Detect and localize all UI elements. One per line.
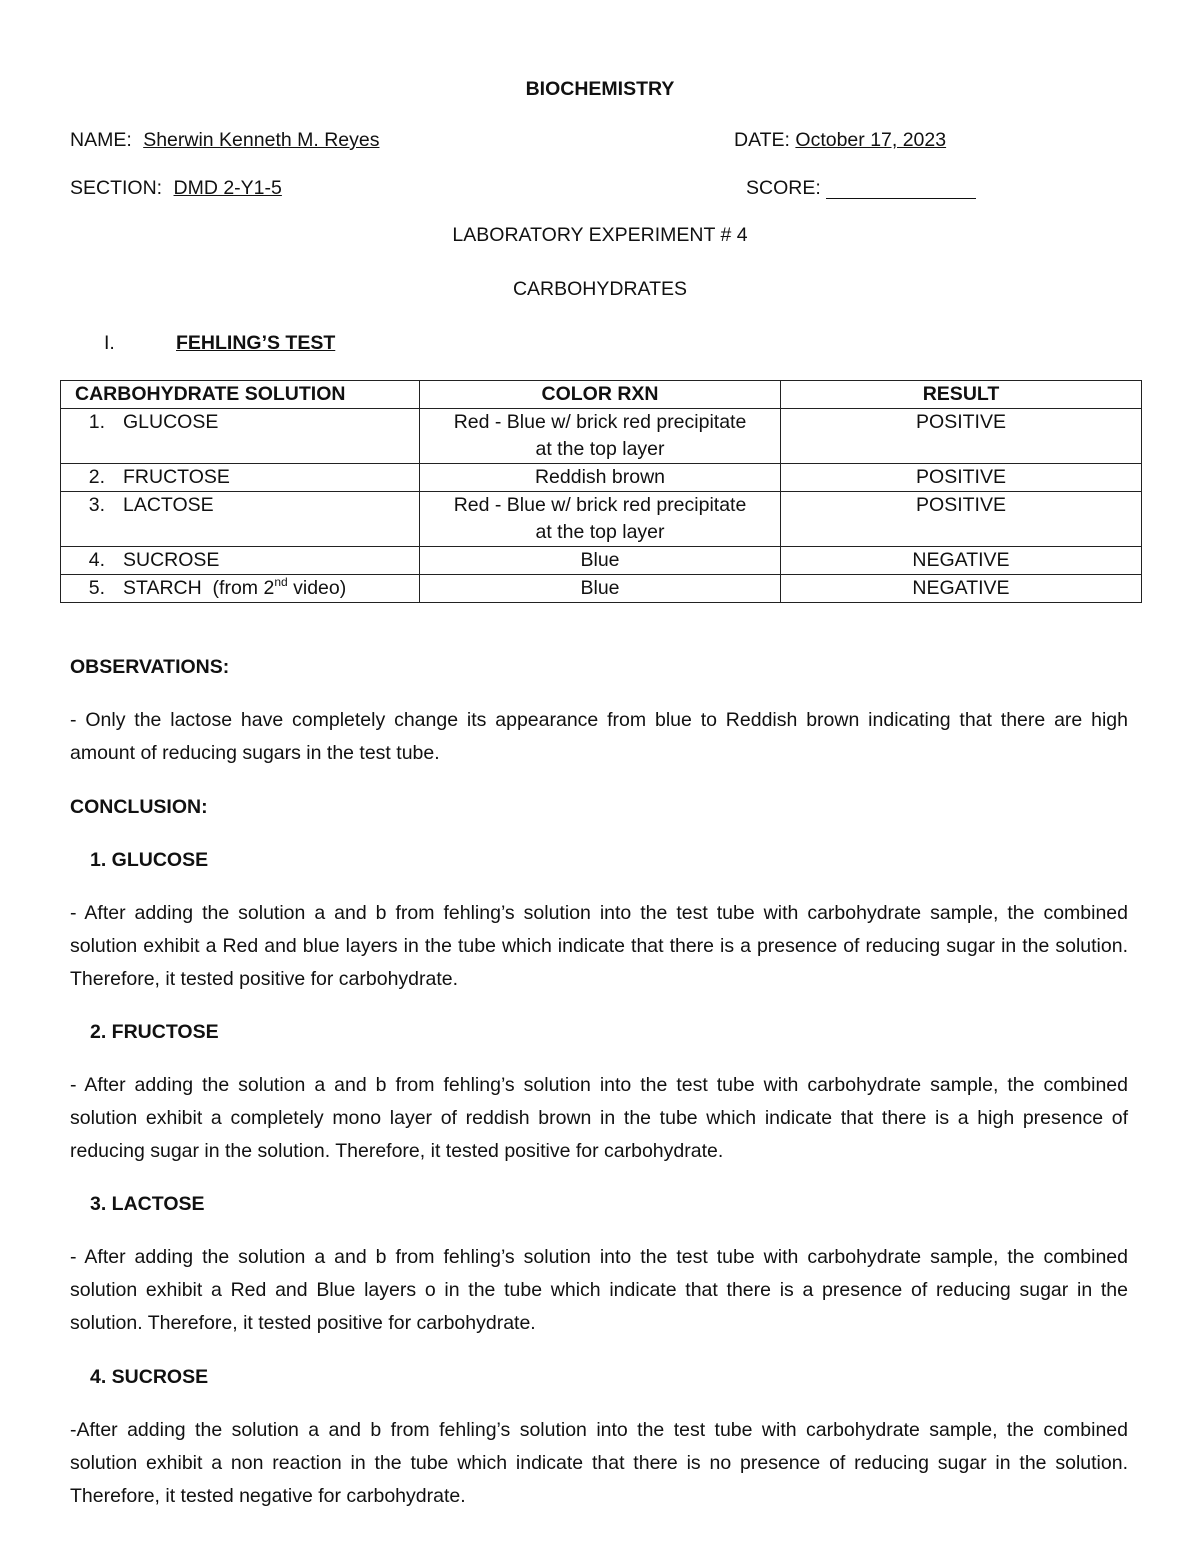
observations-heading: OBSERVATIONS:: [70, 656, 230, 678]
result-cell: NEGATIVE: [781, 547, 1142, 575]
result-cell: NEGATIVE: [781, 575, 1142, 603]
solution-cell: 4. SUCROSE: [61, 547, 420, 575]
name-value: Sherwin Kenneth M. Reyes: [143, 129, 380, 151]
section-numeral: I.: [104, 332, 115, 354]
solution-cell: 3. LACTOSE: [61, 492, 420, 547]
score-label: SCORE:: [746, 177, 821, 199]
color-cell: Red - Blue w/ brick red precipitate at the top layer: [420, 409, 781, 464]
column-header: RESULT: [781, 381, 1142, 409]
solution-cell: 1. GLUCOSE: [61, 409, 420, 464]
experiment-title: LABORATORY EXPERIMENT # 4: [452, 224, 748, 246]
section-title: FEHLING’S TEST: [176, 332, 336, 354]
name-line: [70, 129, 379, 152]
conclusion-heading: CONCLUSION:: [70, 796, 208, 818]
conclusion-item-text: - After adding the solution a and b from fehling’s solution into the test tube with carbohydrate sample, the combined solution exhibit a Red and blue layers in the tube which indicate that there is a presence of reducing sugar in the solution. Therefore, it tested positive for carbohydrate.: [70, 902, 1128, 990]
section-label: SECTION:: [70, 177, 163, 199]
result-cell: POSITIVE: [781, 464, 1142, 492]
section-value: DMD 2-Y1-5: [173, 177, 282, 199]
table-header-row: [61, 381, 1142, 409]
color-cell: Blue: [420, 547, 781, 575]
name-label: NAME:: [70, 129, 132, 151]
section-line: [70, 177, 282, 200]
table-row: [61, 464, 1142, 492]
topic-title: CARBOHYDRATES: [512, 278, 688, 300]
result-cell: POSITIVE: [781, 409, 1142, 464]
column-header: COLOR RXN: [420, 381, 781, 409]
conclusion-item-title: 1. GLUCOSE: [90, 849, 209, 871]
conclusion-item-title: 2. FRUCTOSE: [90, 1021, 219, 1043]
solution-cell: 2. FRUCTOSE: [61, 464, 420, 492]
conclusion-item-text: - After adding the solution a and b from fehling’s solution into the test tube with carbohydrate sample, the combined solution exhibit a Red and Blue layers o in the tube which indicate that there is a presence of reducing sugar in the solution. Therefore, it tested positive for carbohydrate.: [70, 1246, 1128, 1334]
date-value: October 17, 2023: [795, 129, 947, 151]
table-row: [61, 492, 1142, 547]
observations-text: - Only the lactose have completely change its appearance from blue to Reddish brown indicating that there are high amount of reducing sugars in the test tube.: [70, 709, 1128, 764]
color-cell: Reddish brown: [420, 464, 781, 492]
date-line: [734, 129, 946, 152]
table-row: [61, 409, 1142, 464]
score-blank-line: [826, 198, 976, 199]
table-row: [61, 547, 1142, 575]
color-cell: Blue: [420, 575, 781, 603]
conclusion-item-text: -After adding the solution a and b from fehling’s solution into the test tube with carbohydrate sample, the combined solution exhibit a non reaction in the tube which indicate that there is no presence of reducing sugar in the solution. Therefore, it tested negative for carbohydrate.: [70, 1419, 1128, 1507]
color-cell: Red - Blue w/ brick red precipitate at the top layer: [420, 492, 781, 547]
result-cell: POSITIVE: [781, 492, 1142, 547]
fehling-results-table: [60, 380, 1142, 603]
course-title: BIOCHEMISTRY: [525, 78, 675, 100]
conclusion-item-text: - After adding the solution a and b from fehling’s solution into the test tube with carbohydrate sample, the combined solution exhibit a completely mono layer of reddish brown in the tube which indicate that there is a high presence of reducing sugar in the solution. Therefore, it tested positive for carbohydrate.: [70, 1074, 1128, 1162]
conclusion-item-title: 3. LACTOSE: [90, 1193, 205, 1215]
solution-cell: 5. STARCH (from 2nd video): [61, 575, 420, 603]
column-header: CARBOHYDRATE SOLUTION: [61, 381, 420, 409]
conclusion-item-title: 4. SUCROSE: [90, 1366, 209, 1388]
date-label: DATE:: [734, 129, 790, 151]
table-row: [61, 575, 1142, 603]
